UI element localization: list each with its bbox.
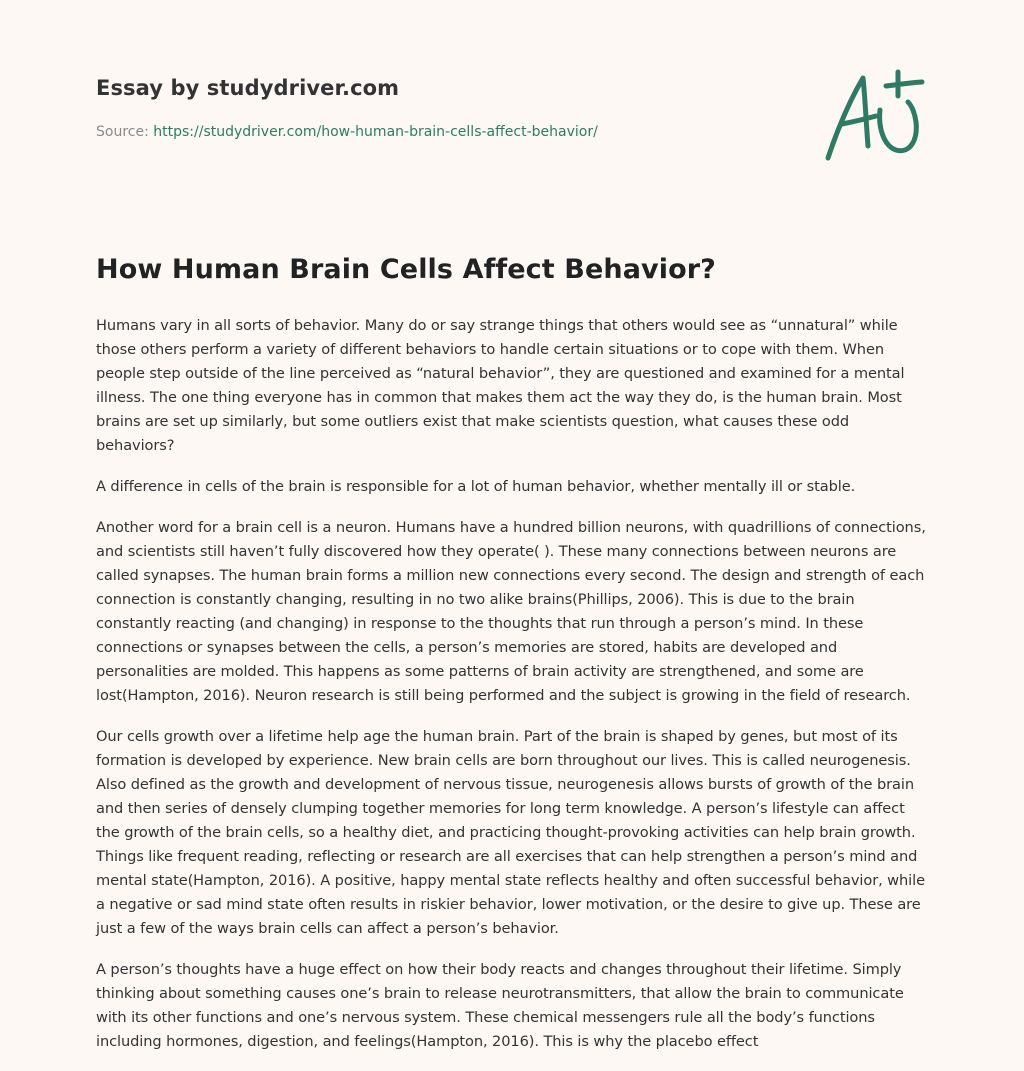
paragraph: Another word for a brain cell is a neuron. Humans have a hundred billion neurons, with quadrillions of connections, and scientists still haven’t fully discovered how they operate( ). These many connections between neurons are called synapses. The human brain forms a million new connections every second. The design and strength of each connection is constantly changing, resulting in no two alike brains(Phillips, 2006). This is due to the brain constantly reacting (and changing) in response to the thoughts that run through a person’s mind. In these connections or synapses between the cells, a person’s memories are stored, habits are developed and personalities are molded. This happens as some patterns of brain activity are strengthened, and some are lost(Hampton, 2016). Neuron research is still being performed and the subject is growing in the field of research.: [96, 519, 926, 704]
paragraph: Our cells growth over a lifetime help age the human brain. Part of the brain is shaped by genes, but most of its formation is developed by experience. New brain cells are born throughout our lives. This is called neurogenesis. Also defined as the growth and development of nervous tissue, neurogenesis allows bursts of growth of the brain and then series of densely clumping together memories for long term knowledge. A person’s lifestyle can affect the growth of the brain cells, so a healthy diet, and practicing thought-provoking activities can help brain growth. Things like frequent reading, reflecting or research are all exercises that can help strengthen a person’s mind and mental state(Hampton, 2016). A positive, happy mental state reflects healthy and often successful behavior, while a negative or sad mind state often results in riskier behavior, lower motivation, or the desire to give up. These are just a few of the ways brain cells can affect a person’s behavior.: [96, 728, 925, 937]
essay-header: [96, 76, 796, 140]
essay-body: [96, 314, 926, 1071]
a-plus-grade-logo-icon: [818, 66, 930, 166]
source-label: Source:: [96, 124, 149, 140]
essay-title: How Human Brain Cells Affect Behavior?: [96, 254, 716, 285]
source-link[interactable]: https://studydriver.com/how-human-brain-cells-affect-behavior/: [153, 124, 598, 140]
paragraph: A person’s thoughts have a huge effect on how their body reacts and changes throughout their lifetime. Simply thinking about something causes one’s brain to release neurotransmitters, that allow the brain to communicate with its other functions and one’s nervous system. These chemical messengers rule all the body’s functions including hormones, digestion, and feelings(Hampton, 2016). This is why the placebo effect: [96, 961, 904, 1050]
paragraph: Humans vary in all sorts of behavior. Many do or say strange things that others would see as “unnatural” while those others perform a variety of different behaviors to handle certain situations or to cope with them. When people step outside of the line perceived as “natural behavior”, they are questioned and examined for a mental illness. The one thing everyone has in common that makes them act the way they do, is the human brain. Most brains are set up similarly, but some outliers exist that make scientists question, what causes these odd behaviors?: [96, 317, 905, 454]
source-line: [96, 124, 796, 140]
paragraph: A difference in cells of the brain is responsible for a lot of human behavior, whether mentally ill or stable.: [96, 478, 856, 495]
brand-title: Essay by studydriver.com: [96, 76, 400, 100]
